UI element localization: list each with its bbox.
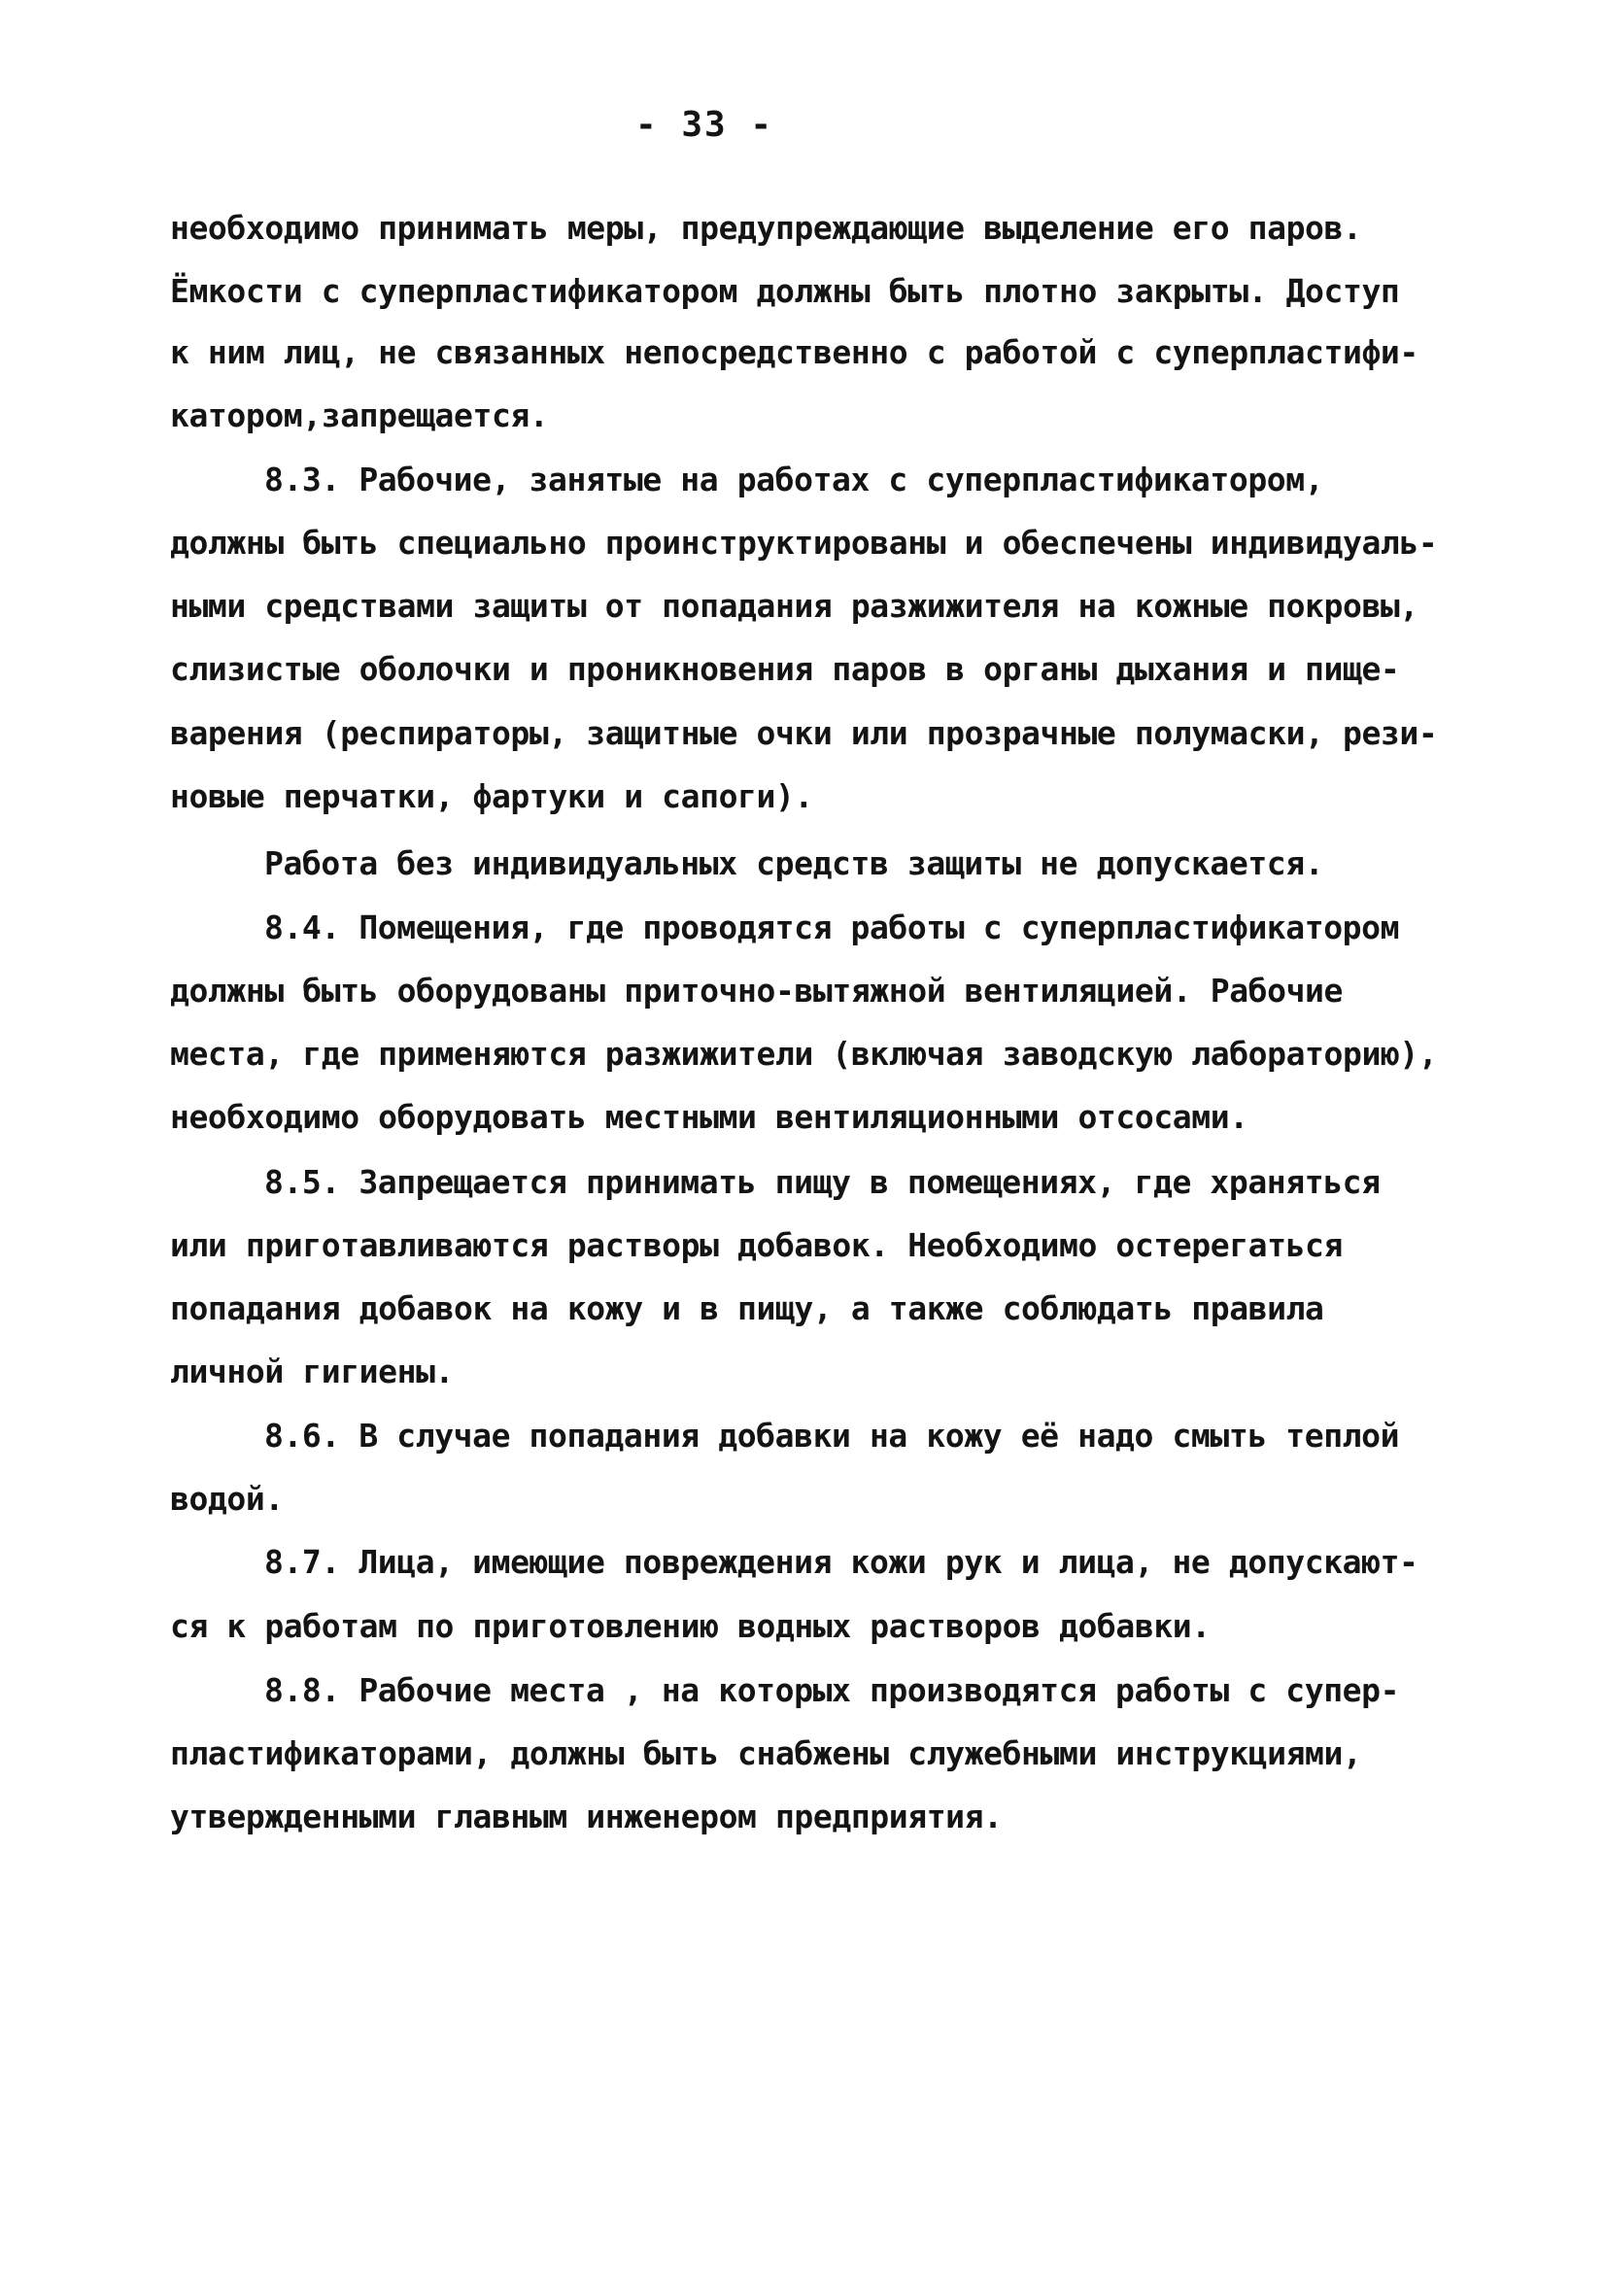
paragraph-8-6-start: 8.6. В случае попадания добавки на кожу её надо смыть теплой (264, 1417, 1400, 1455)
text-line: варения (респираторы, защитные очки или прозрачные полумаски, рези- (170, 714, 1438, 752)
text-line: необходимо оборудовать местными вентиляционными отсосами. (170, 1098, 1248, 1136)
paragraph-no-ppe: Работа без индивидуальных средств защиты не допускается. (264, 844, 1324, 882)
paragraph-8-5-start: 8.5. Запрещается принимать пищу в помещениях, где храняться (264, 1163, 1381, 1201)
text-line: Ёмкости с суперпластификатором должны быть плотно закрыты. Доступ (170, 272, 1400, 310)
text-line: утвержденными главным инженером предприятия. (170, 1798, 1003, 1835)
paragraph-8-3-start: 8.3. Рабочие, занятые на работах с суперпластификатором, (264, 461, 1324, 498)
text-line: новые перчатки, фартуки и сапоги). (170, 777, 813, 815)
text-line: личной гигиены. (170, 1353, 455, 1390)
text-line: ся к работам по приготовлению водных растворов добавки. (170, 1607, 1211, 1645)
text-line: к ним лиц, не связанных непосредственно с работой с суперпластифи- (170, 333, 1418, 371)
text-line: или приготавливаются растворы добавок. Необходимо остерегаться (170, 1226, 1343, 1264)
text-line: ными средствами защиты от попадания разжижителя на кожные покровы, (170, 587, 1418, 625)
paragraph-8-4-start: 8.4. Помещения, где проводятся работы с суперпластификатором (264, 908, 1400, 946)
paragraph-8-8-start: 8.8. Рабочие места , на которых производятся работы с супер- (264, 1671, 1400, 1709)
text-line: места, где применяются разжижители (включая заводскую лабораторию), (170, 1035, 1438, 1073)
text-line: должны быть оборудованы приточно-вытяжной вентиляцией. Рабочие (170, 972, 1343, 1010)
text-line: необходимо принимать меры, предупреждающие выделение его паров. (170, 209, 1362, 247)
paragraph-8-7-start: 8.7. Лица, имеющие повреждения кожи рук и лица, не допускают- (264, 1543, 1418, 1581)
page-number: - 33 - (634, 105, 774, 145)
text-line: пластификаторами, должны быть снабжены служебными инструкциями, (170, 1734, 1362, 1772)
text-line: катором,запрещается. (170, 396, 549, 434)
text-line: должны быть специально проинструктированы и обеспечены индивидуаль- (170, 524, 1438, 562)
text-line: попадания добавок на кожу и в пищу, а также соблюдать правила (170, 1289, 1324, 1327)
text-line: слизистые оболочки и проникновения паров в органы дыхания и пище- (170, 650, 1400, 688)
text-line: водой. (170, 1480, 284, 1518)
